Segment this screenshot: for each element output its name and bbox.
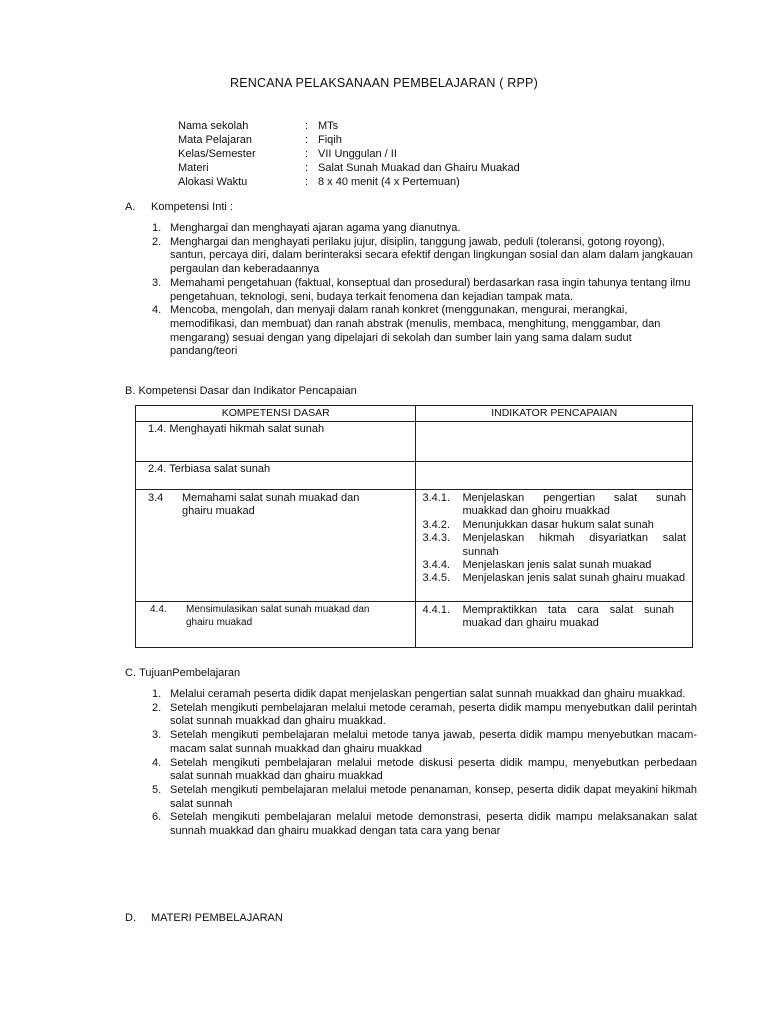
item-number: 6. [152,811,162,824]
identity-value: Fiqih [318,134,342,146]
identity-value: Salat Sunah Muakad dan Ghairu Muakad [318,162,520,174]
indicator-text: Menjelaskan jenis salat sunah muakad [462,559,652,572]
identity-label: Kelas/Semester [178,148,256,160]
item-text: Setelah mengikuti pembelajaran melalui metode demonstrasi, peserta didik mampu melaksanakan salat sunnah muakkad dan ghairu muakkad dengan tata cara yang benar [170,811,697,838]
indicator-cell [416,602,693,648]
kd-text: 2.4. Terbiasa salat sunah [148,463,271,475]
tujuan-list [152,688,697,839]
identity-label: Alokasi Waktu [178,176,248,188]
column-header-kompetensi: KOMPETENSI DASAR [136,406,416,422]
section-title: MATERI PEMBELAJARAN [151,912,283,924]
item-number: 3. [152,276,162,289]
item-number: 1. [152,688,162,700]
indicator-cell [416,422,693,462]
list-item [152,811,697,838]
section-c-heading [125,667,240,679]
indicator-text: Menjelaskan jenis salat sunah ghairu muakad [462,572,686,585]
table-row [136,462,693,490]
section-a-heading [125,201,233,213]
item-text: Setelah mengikuti pembelajaran melalui metode diskusi peserta didik mampu, menyebutkan perbedaan salat sunnah muakkad dan ghairu muakkad [170,756,697,783]
item-number: 5. [152,783,162,796]
indicator-number: 3.4.2. [422,518,451,531]
item-text: Setelah mengikuti pembelajaran melalui metode tanya jawab, peserta didik mampu menyebutkan macam-macam salat sunnah muakkad dan ghairu muakkad [170,729,697,755]
indicator-cell [416,490,693,602]
indicator-text: Mempraktikkan tata cara salat sunah muakad dan ghairu muakad [462,604,674,630]
kd-text: 1.4. Menghayati hikmah salat sunah [148,423,325,435]
section-letter: D. [125,912,136,924]
identity-value: MTs [318,120,339,132]
identity-label: Nama sekolah [178,120,249,132]
identity-label: Materi [178,162,209,174]
table-header-row [136,406,693,422]
table-row [136,602,693,648]
indicator-item [416,519,686,532]
indicator-text: Menjelaskan pengertian salat sunah muakkad dan ghoiru muakkad [462,492,686,518]
kd-number: 3.4 [148,492,164,504]
indicator-item [416,532,686,559]
identity-colon: : [305,148,309,160]
identity-colon: : [305,134,309,146]
indicator-cell [416,462,693,490]
item-text: Menghargai dan menghayati ajaran agama yang dianutnya. [170,222,461,234]
kd-cell [136,422,416,462]
section-title: Kompetensi Dasar dan Indikator Pencapaian [138,385,357,397]
table-row [136,490,693,602]
kd-text: Mensimulasikan salat sunah muakad dan ghairu muakad [186,604,370,629]
item-text: Mencoba, mengolah, dan menyaji dalam ranah konkret (menggunakan, mengurai, merangkai, memodifikasi, dan membuat) dan ranah abstrak (menulis, membaca, menghitung, menggambar, dan mengarang) sesuai dengan yang dipelajari di sekolah dan sumber lain yang sama dalam sudut pandang/teori [170,304,661,358]
item-text: Menghargai dan menghayati perilaku jujur, disiplin, tanggung jawab, peduli (toleransi, gotong royong), santun, percaya diri, dalam berinteraksi secara efektif dengan lingkungan sosial dan alam dalam jangkauan pergaulan dan keberadaannya [170,235,693,276]
competency-table [135,405,693,648]
kd-cell [136,602,416,648]
identity-label: Mata Pelajaran [178,134,252,146]
item-number: 3. [152,729,162,742]
item-text: Melalui ceramah peserta didik dapat menjelaskan pengertian salat sunnah muakkad dan ghairu muakkad. [170,688,686,700]
list-item [152,688,697,702]
list-item [152,702,697,729]
kompetensi-inti-list [152,222,694,359]
page-title: RENCANA PELAKSANAAN PEMBELAJARAN ( RPP) [230,76,538,90]
section-title: TujuanPembelajaran [139,667,241,679]
indicator-text: Menunjukkan dasar hukum salat sunah [462,518,654,531]
list-item [152,784,697,811]
list-item [152,304,694,359]
list-item [152,236,694,277]
section-b-heading [125,385,357,397]
kd-cell [136,462,416,490]
section-letter: A. [125,201,136,213]
identity-colon: : [305,162,309,174]
list-item [152,222,694,236]
item-number: 2. [152,701,162,714]
indicator-item [416,572,686,585]
kd-cell [136,490,416,602]
item-number: 4. [152,756,162,769]
table-row [136,422,693,462]
column-header-indikator: INDIKATOR PENCAPAIAN [416,406,693,422]
item-number: 1. [152,222,162,234]
list-item [152,757,697,784]
item-number: 2. [152,235,162,248]
section-title: Kompetensi Inti : [151,201,233,213]
list-item [152,729,697,756]
kd-text: Memahami salat sunah muakad dan ghairu muakad [182,492,360,518]
identity-value: VII Unggulan / II [318,148,397,160]
indicator-text: Menjelaskan hikmah disyariatkan salat sunnah [462,532,686,558]
indicator-item [416,559,686,572]
kd-number: 4.4. [150,604,167,615]
indicator-number: 3.4.3. [422,532,451,545]
item-text: Setelah mengikuti pembelajaran melalui metode penanaman, konsep, peserta didik dapat meyakini hikmah salat sunnah [170,783,697,810]
item-number: 4. [152,304,162,317]
indicator-item [416,492,686,519]
indicator-number: 3.4.4. [422,559,451,572]
indicator-number: 3.4.5. [422,572,451,585]
list-item [152,277,694,304]
item-text: Setelah mengikuti pembelajaran melalui metode ceramah, peserta didik mampu menyebutkan dalil perintah solat sunnah muakkad dan ghairu muakkad. [170,701,697,728]
section-d-heading [125,912,283,924]
indicator-item [416,604,674,631]
section-letter: C. [125,667,136,679]
item-text: Memahami pengetahuan (faktual, konseptual dan prosedural) berdasarkan rasa ingin tahunya tentang ilmu pengetahuan, teknologi, seni, budaya terkait fenomena dan kejadian tampak mata. [170,276,691,303]
identity-colon: : [305,120,309,132]
identity-colon: : [305,176,309,188]
section-letter: B. [125,385,136,397]
indicator-number: 4.4.1. [422,604,451,616]
indicator-number: 3.4.1. [422,492,451,504]
identity-value: 8 x 40 menit (4 x Pertemuan) [318,176,460,188]
